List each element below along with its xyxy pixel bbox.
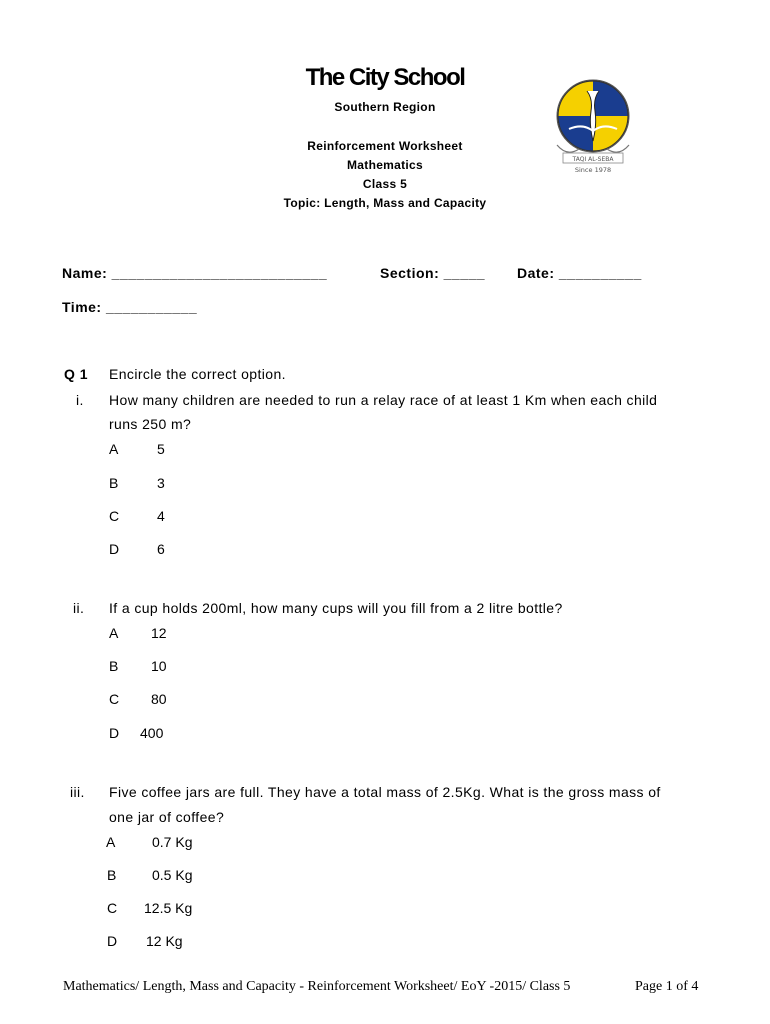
logo-motto: TAQI AL-SEBA — [572, 156, 614, 163]
item-text: Five coffee jars are full. They have a total mass of 2.5Kg. What is the gross mass of — [109, 784, 661, 800]
name-field: Name: __________________________ — [62, 265, 328, 281]
option-letter: B — [107, 867, 117, 883]
option-letter: A — [109, 625, 119, 641]
class-label: Class 5 — [362, 177, 408, 191]
option-value: 12 Kg — [146, 933, 183, 949]
item-text: one jar of coffee? — [109, 809, 225, 825]
item-number: iii. — [70, 784, 85, 800]
page-number: Page 1 of 4 — [635, 979, 699, 994]
option-letter: A — [109, 441, 119, 457]
topic-label: Topic: Length, Mass and Capacity — [283, 196, 487, 210]
question-instruction: Encircle the correct option. — [109, 366, 286, 382]
subject-label: Mathematics — [347, 158, 423, 172]
option-value: 12.5 Kg — [144, 900, 193, 916]
item-text: runs 250 m? — [109, 416, 192, 432]
option-letter: C — [109, 508, 120, 524]
option-letter: D — [109, 541, 120, 557]
option-value: 3 — [157, 475, 165, 491]
section-field: Section: _____ — [380, 265, 486, 281]
question-number: Q 1 — [64, 366, 89, 382]
option-letter: B — [109, 475, 119, 491]
option-value: 10 — [151, 658, 167, 674]
option-letter: C — [109, 691, 120, 707]
item-text: If a cup holds 200ml, how many cups will you fill from a 2 litre bottle? — [109, 600, 563, 616]
date-field: Date: __________ — [517, 265, 642, 281]
footer-text: Mathematics/ Length, Mass and Capacity - Reinforcement Worksheet/ EoY -2015/ Class 5 — [63, 979, 571, 994]
time-field: Time: ___________ — [62, 299, 198, 315]
option-value: 5 — [157, 441, 165, 457]
option-value: 12 — [151, 625, 167, 641]
option-letter: C — [107, 900, 118, 916]
option-value: 6 — [157, 541, 165, 557]
option-letter: A — [106, 834, 116, 850]
item-number: ii. — [73, 600, 85, 616]
option-value: 0.5 Kg — [152, 867, 193, 883]
region-label: Southern Region — [334, 100, 436, 114]
option-letter: D — [109, 725, 120, 741]
option-value: 80 — [151, 691, 167, 707]
school-logo — [553, 79, 633, 175]
option-value: 4 — [157, 508, 165, 524]
worksheet-label: Reinforcement Worksheet — [307, 139, 463, 153]
option-value: 0.7 Kg — [152, 834, 193, 850]
option-value: 400 — [140, 725, 164, 741]
item-number: i. — [76, 392, 84, 408]
logo-since: Since 1978 — [574, 166, 612, 174]
option-letter: B — [109, 658, 119, 674]
item-text: How many children are needed to run a relay race of at least 1 Km when each child — [109, 392, 658, 408]
school-title: The City School — [305, 64, 465, 91]
option-letter: D — [107, 933, 118, 949]
